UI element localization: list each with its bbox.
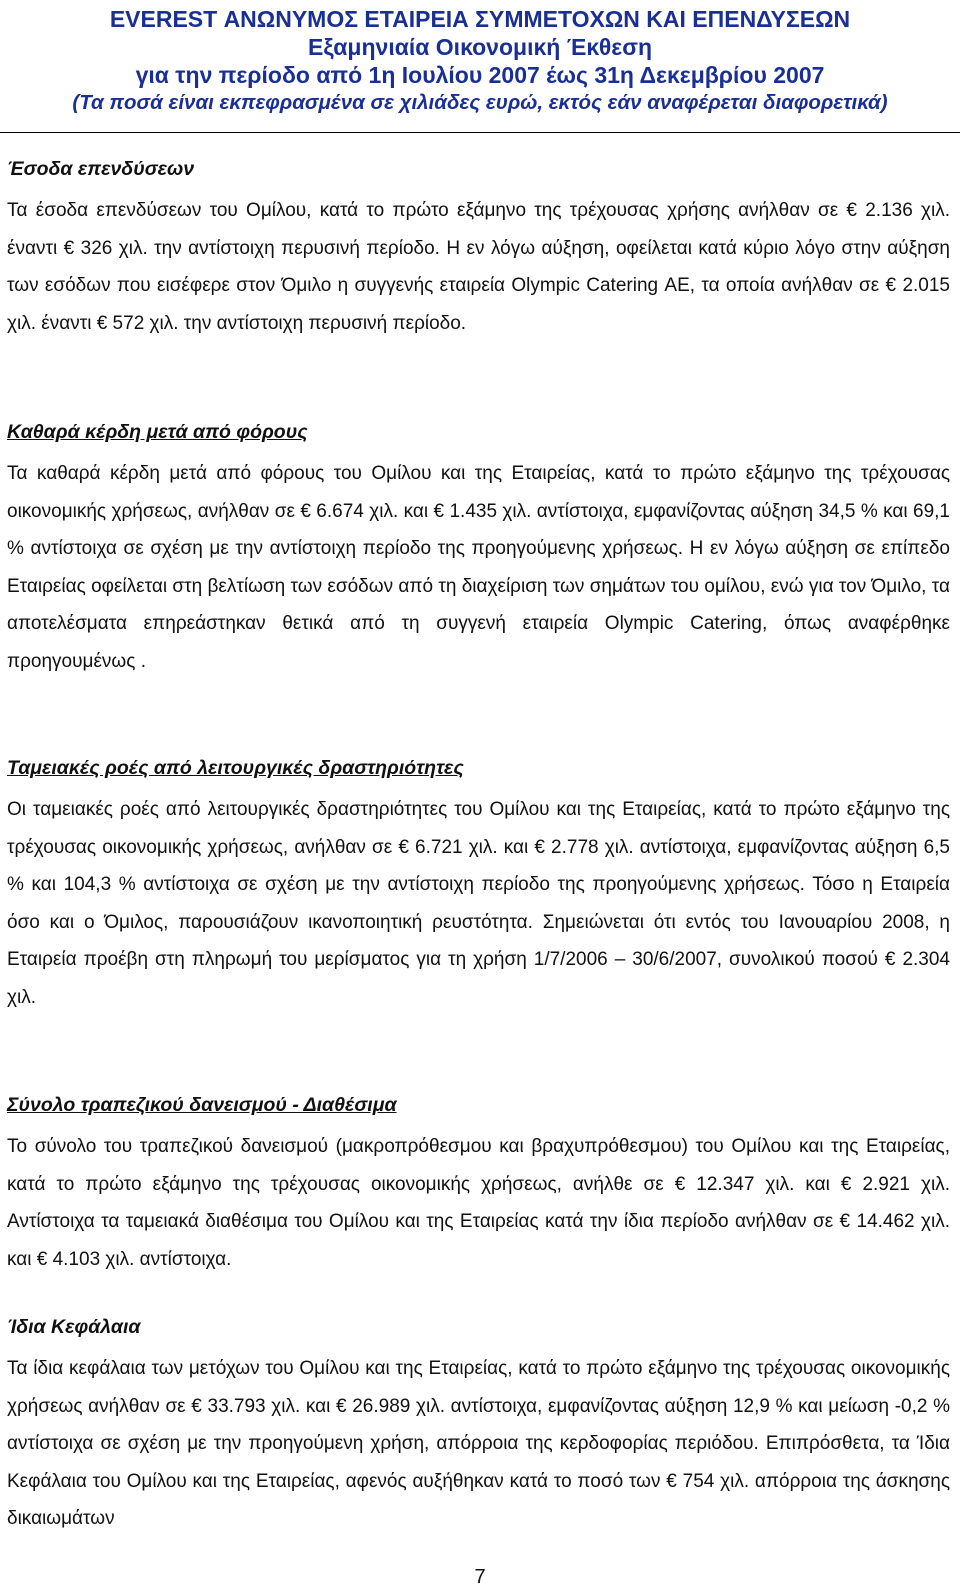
section-title: Έσοδα επενδύσεων	[7, 158, 195, 180]
section-body: Τα καθαρά κέρδη μετά από φόρους του Ομίλου και της Εταιρείας, κατά το πρώτο εξάμηνο της τρέχουσας οικονομικής χρήσεως, ανήλθαν σε € 6.674 χιλ. και € 1.435 χιλ. αντίστοιχα, εμφανίζοντας αύξηση 34,5 % και 69,1 % αντίστοιχα σε σχέση με την αντίστοιχη περίοδο της προηγούμενης χρήσεως. Η εν λόγω αύξηση σε επίπεδο Εταιρείας οφείλεται στη βελτίωση των εσόδων από τη διαχείριση των σημάτων του ομίλου, ενώ για τον Όμιλο, τα αποτελέσματα επηρεάστηκαν θετικά από τη συγγενή εταιρεία Olympic Catering, όπως αναφέρθηκε προηγουμένως .	[7, 463, 950, 672]
currency-note: (Τα ποσά είναι εκπεφρασμένα σε χιλιάδες ευρώ, εκτός εάν αναφέρεται διαφορετικά)	[72, 91, 888, 114]
section-bank-borrowing	[7, 1091, 950, 1278]
section-body: Τα ίδια κεφάλαια των μετόχων του Ομίλου και της Εταιρείας, κατά το πρώτο εξάμηνο της τρέχουσας οικονομικής χρήσεως ανήλθαν σε € 33.793 χιλ. και € 26.989 χιλ. αντίστοιχα, εμφανίζοντας αύξηση 12,9 % και μείωση -0,2 % αντίστοιχα σε σχέση με την προηγούμενη χρήση, απόρροια της κερδοφορίας περιόδου. Επιπρόσθετα, τα Ίδια Κεφάλαια του Ομίλου και της Εταιρείας, αφενός αυξήθηκαν κατά το ποσό των € 754 χιλ. απόρροια της άσκησης δικαιωμάτων	[7, 1358, 950, 1530]
section-title: Ταμειακές ροές από λειτουργικές δραστηριότητες	[7, 757, 464, 779]
section-title: Καθαρά κέρδη μετά από φόρους	[7, 421, 308, 443]
section-title: Ίδια Κεφάλαια	[7, 1316, 141, 1338]
report-title: Εξαμηνιαία Οικονομική Έκθεση	[307, 34, 652, 60]
section-net-profit	[7, 418, 950, 681]
section-body: Το σύνολο του τραπεζικού δανεισμού (μακροπρόθεσμου και βραχυπρόθεσμου) του Ομίλου και της Εταιρείας, κατά το πρώτο εξάμηνο της τρέχουσας οικονομικής χρήσεως, ανήλθε σε € 12.347 χιλ. και € 2.921 χιλ. Αντίστοιχα τα ταμειακά διαθέσιμα του Ομίλου και της Εταιρείας κατά την ίδια περίοδο ανήλθαν σε € 14.462 χιλ. και € 4.103 χιλ. αντίστοιχα.	[7, 1136, 950, 1270]
company-name: EVEREST ΑΝΩΝΥΜΟΣ ΕΤΑΙΡΕΙΑ ΣΥΜΜΕΤΟΧΩΝ ΚΑΙ ΕΠΕΝΔΥΣΕΩΝ	[109, 6, 851, 32]
report-period: για την περίοδο από 1η Ιουλίου 2007 έως 31η Δεκεμβρίου 2007	[135, 62, 825, 88]
document-header	[0, 0, 960, 117]
section-title: Σύνολο τραπεζικού δανεισμού - Διαθέσιμα	[7, 1094, 397, 1116]
header-divider	[0, 132, 960, 133]
section-investment-income	[7, 155, 950, 342]
section-body: Οι ταμειακές ροές από λειτουργικές δραστηριότητες του Ομίλου και της Εταιρείας, κατά το πρώτο εξάμηνο της τρέχουσας οικονομικής χρήσεως, ανήλθαν σε € 6.721 χιλ. και € 2.778 χιλ. αντίστοιχα, εμφανίζοντας αύξηση 6,5 % και 104,3 % αντίστοιχα σε σχέση με την αντίστοιχη περίοδο της προηγούμενης χρήσεως. Τόσο η Εταιρεία όσο και ο Όμιλος, παρουσιάζουν ικανοποιητική ρευστότητα. Σημειώνεται ότι εντός του Ιανουαρίου 2008, η Εταιρεία προέβη στη πληρωμή του μερίσματος για τη χρήση 1/7/2006 – 30/6/2007, συνολικού ποσού € 2.304 χιλ.	[7, 799, 950, 1008]
section-equity	[7, 1313, 950, 1538]
section-body: Τα έσοδα επενδύσεων του Ομίλου, κατά το πρώτο εξάμηνο της τρέχουσας χρήσης ανήλθαν σε € 2.136 χιλ. έναντι € 326 χιλ. την αντίστοιχη περυσινή περίοδο. Η εν λόγω αύξηση, οφείλεται κατά κύριο λόγο στην αύξηση των εσόδων που εισέφερε στον Όμιλο η συγγενής εταιρεία Olympic Catering ΑΕ, τα οποία ανήλθαν σε € 2.015 χιλ. έναντι € 572 χιλ. την αντίστοιχη περυσινή περίοδο.	[7, 200, 950, 334]
section-operating-cash-flows	[7, 754, 950, 1017]
page-number: 7	[474, 1566, 486, 1588]
